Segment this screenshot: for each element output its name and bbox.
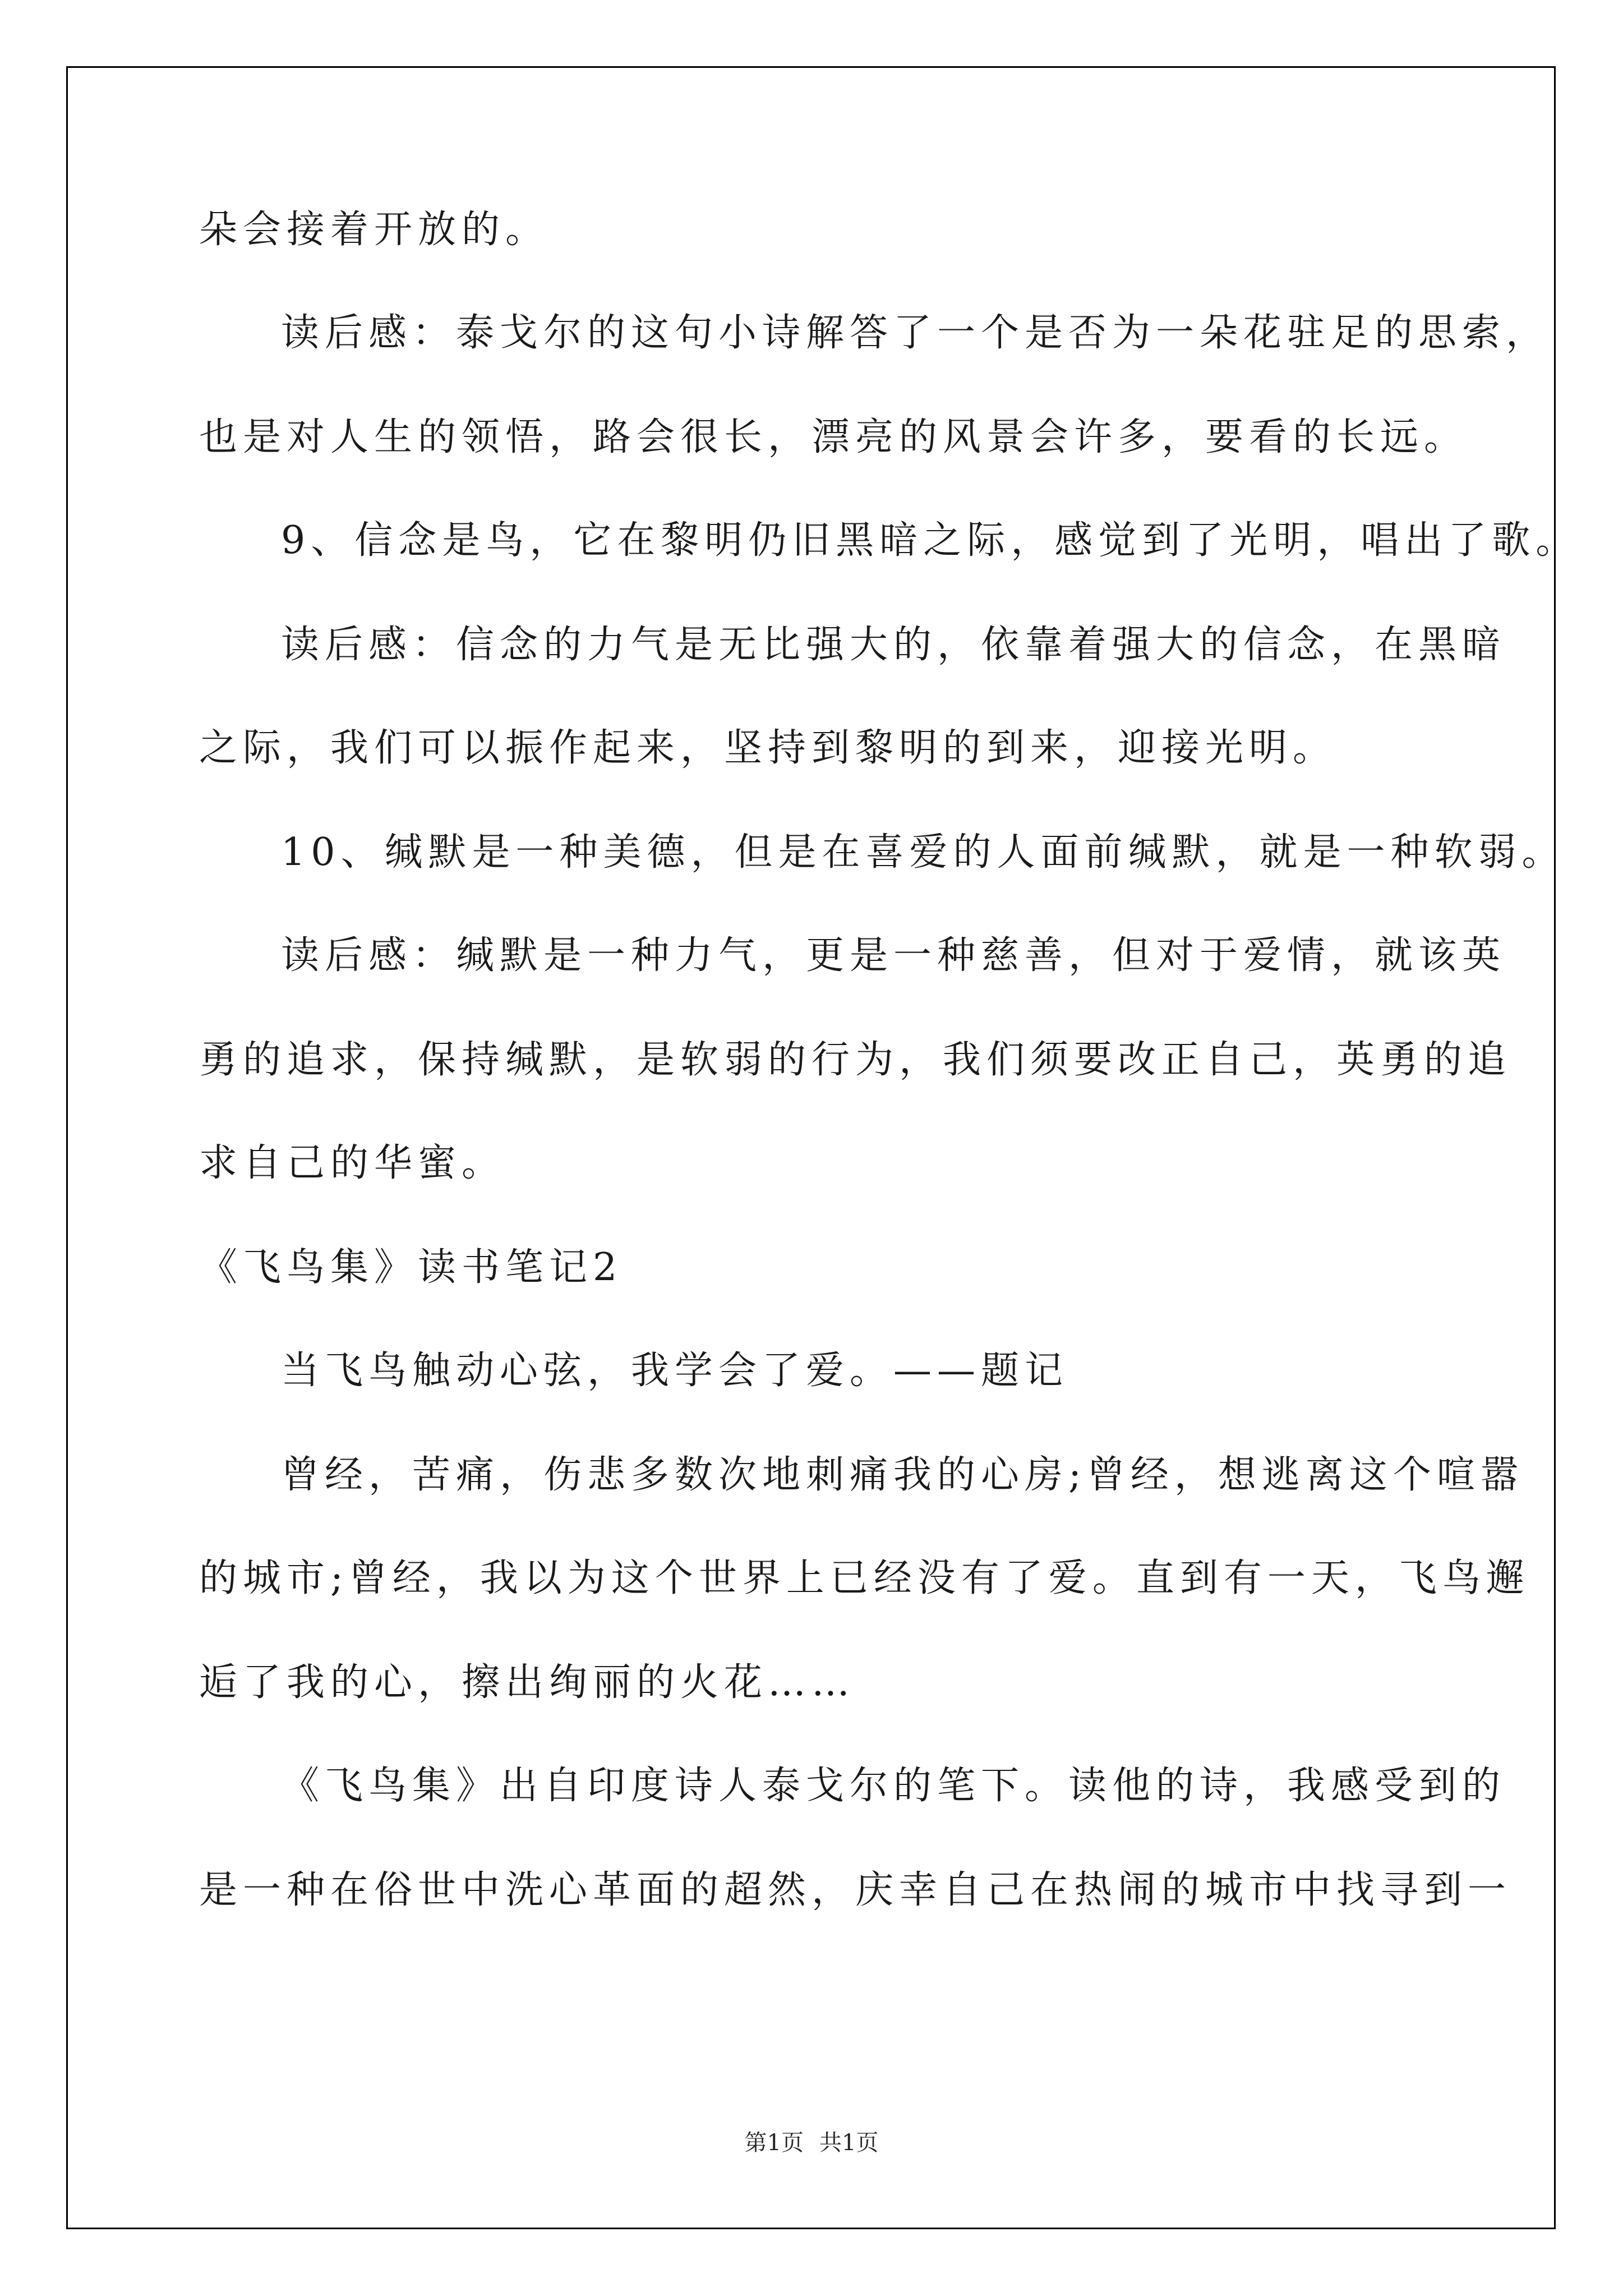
text-line: 之际，我们可以振作起来，坚持到黎明的到来，迎接光明。 bbox=[199, 726, 1337, 770]
text-line: 求自己的华蜜。 bbox=[199, 1141, 506, 1185]
page-total: 共1页 bbox=[819, 2130, 879, 2156]
text-line: 10、缄默是一种美德，但是在喜爱的人面前缄默，就是一种软弱。 bbox=[281, 830, 1566, 875]
text-line: 逅了我的心，擦出绚丽的火花…… bbox=[199, 1660, 856, 1705]
text-line: 曾经，苦痛，伤悲多数次地刺痛我的心房;曾经，想逃离这个喧嚣 bbox=[281, 1453, 1524, 1497]
text-line: 的城市;曾经，我以为这个世界上已经没有了爱。直到有一天，飞鸟邂 bbox=[199, 1556, 1530, 1600]
text-line: 读后感：泰戈尔的这句小诗解答了一个是否为一朵花驻足的思索， bbox=[281, 311, 1550, 355]
section-heading: 《飞鸟集》读书笔记2 bbox=[199, 1245, 623, 1290]
text-line: 当飞鸟触动心弦，我学会了爱。——题记 bbox=[281, 1349, 1069, 1393]
text-line: 读后感：信念的力气是无比强大的，依靠着强大的信念，在黑暗 bbox=[281, 623, 1506, 667]
text-line: 朵会接着开放的。 bbox=[199, 208, 550, 252]
text-line: 《飞鸟集》出自印度诗人泰戈尔的笔下。读他的诗，我感受到的 bbox=[281, 1764, 1506, 1808]
text-line: 读后感：缄默是一种力气，更是一种慈善，但对于爱情，就该英 bbox=[281, 933, 1506, 978]
text-line: 也是对人生的领悟，路会很长，漂亮的风景会许多，要看的长远。 bbox=[199, 415, 1468, 459]
text-line: 勇的追求，保持缄默，是软弱的行为，我们须要改正自己，英勇的追 bbox=[199, 1038, 1512, 1082]
page-number: 第1页 bbox=[744, 2130, 804, 2156]
text-line: 9、信念是鸟，它在黎明仍旧黑暗之际，感觉到了光明，唱出了歌。 bbox=[281, 518, 1580, 563]
page-footer bbox=[0, 2129, 1623, 2157]
text-line: 是一种在俗世中洗心革面的超然，庆幸自己在热闹的城市中找寻到一 bbox=[199, 1868, 1512, 1912]
